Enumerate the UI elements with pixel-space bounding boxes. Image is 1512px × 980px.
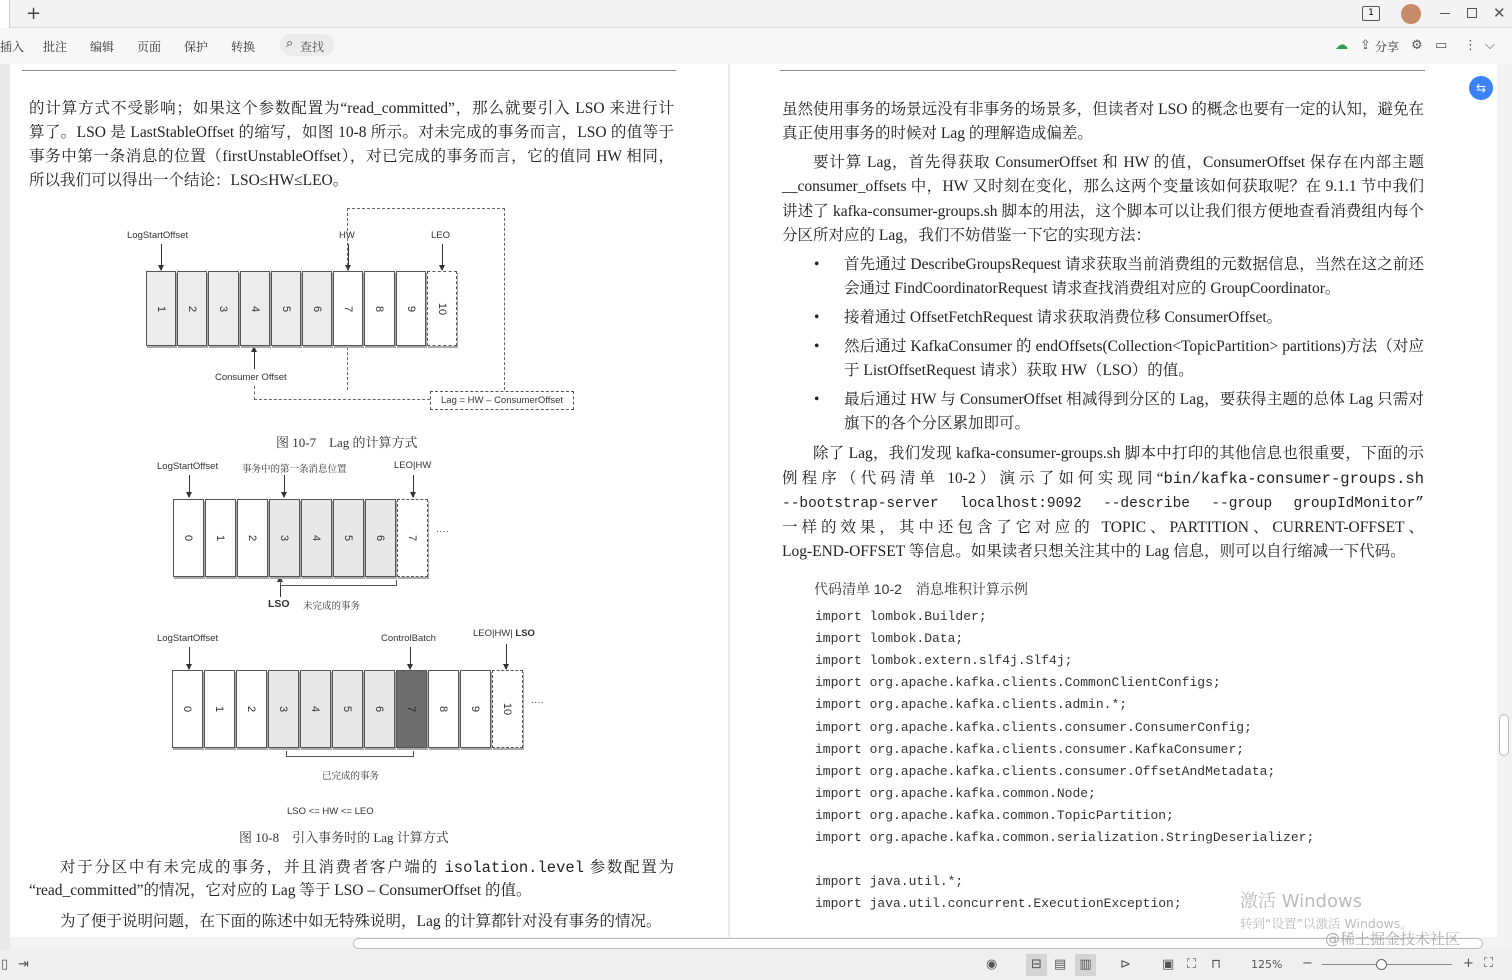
text-line: “read_committed”的情况，它对应的 Lag 等于 LSO – ConsumerOffset 的值。 [29,882,532,899]
code-line: import lombok.Builder; [815,609,987,624]
search-label: 查找 [300,40,325,54]
bullet-line: 旗下的各个分区累加即可。 [844,415,1031,432]
code-line: import org.apache.kafka.common.TopicPartition; [815,807,1174,823]
community-watermark: @稀土掘金技术社区 [1325,930,1461,948]
header-rule [780,70,1425,71]
single-page-icon[interactable]: ⊟ [1026,954,1047,976]
active-tab-edge[interactable] [0,0,10,28]
label-leo-hw: LEO|HW [394,460,432,471]
log-cell [301,499,332,577]
log-cell [396,271,426,346]
label-first-message: 事务中的第一条消息位置 [242,464,347,475]
close-icon[interactable]: ✕ [1493,4,1506,22]
cell-label: 5 [341,705,354,713]
menu-edit[interactable]: 编辑 [90,40,115,54]
ellipsis: ···· [436,526,449,537]
cell-label: 6 [311,305,324,312]
log-cell [333,499,364,577]
cell-label: 9 [404,305,417,312]
horizontal-scrollbar[interactable] [10,937,1497,950]
search-icon: ⌕ [286,36,294,51]
log-cell [364,670,395,748]
cell-label: 8 [437,705,450,713]
fit-page-icon[interactable]: ⛶ [1187,957,1197,972]
cell-label: 0 [181,705,194,713]
code-span: bin/kafka-consumer-groups.sh [1163,470,1424,488]
arrow-icon [189,475,190,497]
text-span: 参数配置为 [584,859,674,876]
bullet-line: 首先通过 DescribeGroupsRequest 请求获取当前消费组的元数据信息，当然在这之前还 [844,256,1424,273]
text-span: 例程序（代码清单 10-2）演示了如何实现同“ [782,470,1164,487]
log-cell [237,499,268,577]
text-line [782,469,1424,489]
label-lso: LSO [515,628,535,639]
menu-insert[interactable]: 插入 [0,40,25,54]
log-cell [428,670,459,748]
log-cell [177,271,207,346]
brace [286,751,414,757]
label-leo-hw-lso [473,628,535,639]
zoom-slider-thumb[interactable] [1376,959,1387,970]
fit-width-icon[interactable]: ▣ [1162,957,1175,972]
code-line: import java.util.*; [815,874,964,890]
log-cell [240,271,270,346]
cell-label: 7 [342,305,355,312]
text-line: Log-END-OFFSET 等信息。如果读者只想关注其中的 Lag 信息，则可以自行缩减一下代码。 [782,543,1406,560]
text-line: 要计算 Lag，首先得获取 ConsumerOffset 和 HW 的值，ConsumerOffset 保存在内部主题 [813,154,1424,171]
code-line: import lombok.extern.slf4j.Slf4j; [815,653,1073,669]
log-cell [460,670,491,748]
cell-label: 4 [309,705,322,713]
label-pending-transaction: 未完成的事务 [303,601,361,612]
scrollbar-thumb[interactable] [1499,714,1509,756]
label-relation: LSO <= HW <= LEO [287,806,374,817]
text-span: 对于分区中有未完成的事务，并且消费者客户端的 [60,859,445,876]
ellipsis: ···· [531,697,544,708]
new-tab-button[interactable]: + [26,3,42,24]
arrow-icon [254,347,255,369]
cell-label: 1 [214,534,227,542]
log-cell [146,271,176,346]
code-line: import org.apache.kafka.common.Node; [815,785,1096,801]
code-line: import lombok.Data; [815,631,964,647]
arrow-icon [161,244,162,270]
label-log-start-offset: LogStartOffset [127,230,189,241]
log-cell [427,271,457,346]
comment-icon[interactable]: ▭ [1435,38,1448,53]
chevron-down-icon[interactable]: ⌵ [1485,38,1495,53]
status-bar [0,950,1512,980]
text-line: 事务中第一条消息的位置（firstUnstableOffset），对已完成的事务而言，它的值同 HW 相同， [29,148,674,165]
cell-label: 5 [279,305,292,312]
eye-protect-icon[interactable]: ◉ [986,957,998,972]
log-cell [268,670,299,748]
text-line: 一样的效果，其中还包含了它对应的 TOPIC、PARTITION、CURRENT-OFFSET、 [782,519,1424,536]
text-line: 的计算方式不受影响；如果这个参数配置为“read_committed”，那么就要引入 LSO 来进行计 [29,100,674,117]
lag-formula-box: Lag = HW – ConsumerOffset [430,391,574,410]
bullet-line: 会通过 FindCoordinatorRequest 请求查找消费组对应的 GroupCoordinator。 [844,280,1341,297]
label-leo-hw: LEO|HW| [473,628,513,639]
bullet-line: 于 ListOffsetRequest 请求）获取 HW（LSO）的值。 [844,362,1194,379]
sidebar-toggle-icon[interactable]: ▯ [1,957,9,972]
cell-label: 7 [405,705,418,713]
code-line: import org.apache.kafka.clients.CommonClientConfigs; [815,675,1221,691]
brace [280,580,397,586]
code-line: import org.apache.kafka.clients.admin.*; [815,697,1128,713]
log-cell [173,499,204,577]
cell-label: 3 [217,305,230,312]
code-line: import java.util.concurrent.ExecutionException; [815,896,1182,912]
zoom-slider[interactable] [1322,964,1452,965]
arrow-icon [410,647,411,669]
text-line: 为了便于说明问题，在下面的陈述中如无特殊说明，Lag 的计算都针对没有事务的情况。 [60,913,662,930]
text-line: 所以我们可以得出一个结论：LSO≤HW≤LEO。 [29,172,349,189]
arrow-icon [413,475,414,497]
cell-label: 2 [186,305,199,312]
label-control-batch: ControlBatch [381,633,436,644]
bullet-icon: • [814,391,820,408]
left-page [10,64,728,937]
label-hw: HW [339,230,355,241]
text-line: 真正使用事务的时候对 Lag 的理解造成偏差。 [782,125,1093,142]
fullscreen-icon[interactable]: ⛶ [1484,956,1494,971]
scrollbar-thumb[interactable] [353,938,1483,949]
cell-label: 1 [155,305,168,312]
log-cell [172,670,203,748]
zoom-in-icon[interactable]: + [1463,956,1474,971]
bullet-line: 然后通过 KafkaConsumer 的 endOffsets(Collection<TopicPartition> partitions)方法（对应 [844,338,1424,355]
bullet-icon: • [814,338,820,355]
minimize-icon[interactable] [1440,13,1450,14]
arrow-icon [189,647,190,669]
cell-label: 2 [246,534,259,542]
label-log-start-offset: LogStartOffset [157,461,219,472]
code-line: --bootstrap-server localhost:9092 --describe --group groupIdMonitor” [782,496,1424,512]
activation-watermark-sub: 转到“设置”以激活 Windows。 [1240,916,1413,931]
text-line [60,858,674,878]
cell-label: 9 [469,705,482,713]
bullet-line: 最后通过 HW 与 ConsumerOffset 相减得到分区的 Lag，要获得主题的总体 Lag 只需对 [844,391,1424,408]
vertical-scrollbar[interactable] [1497,64,1512,950]
log-cell [302,271,332,346]
listing-title: 代码清单 10-2 消息堆积计算示例 [814,581,1028,597]
menu-annotate[interactable]: 批注 [43,40,68,54]
label-completed-transaction: 已完成的事务 [322,771,380,782]
cell-label: 3 [278,534,291,542]
two-page-icon[interactable]: ▥ [1075,954,1096,976]
cell-label: 4 [310,534,323,542]
right-page [730,64,1497,937]
log-cell [332,670,363,748]
cell-label: 10 [435,302,448,315]
label-log-start-offset: LogStartOffset [157,633,219,644]
cell-label: 6 [374,534,387,542]
menu-page[interactable]: 页面 [137,40,162,54]
bullet-icon: • [814,256,820,273]
arrow-icon [284,475,285,497]
menu-convert[interactable]: 转换 [231,40,256,54]
label-leo: LEO [431,230,451,241]
code-line: import org.apache.kafka.clients.consumer.ConsumerConfig; [815,719,1252,735]
log-cell [396,670,427,748]
cell-label: 6 [373,705,386,713]
cell-label: 2 [245,705,258,713]
next-page-icon[interactable]: ⇥ [18,957,29,972]
text-line: 讲述了 kafka-consumer-groups.sh 脚本的用法，这个脚本可以让我们很方便地查看消费组内每个 [782,203,1424,220]
label-lso: LSO [268,598,290,610]
continuous-page-icon[interactable]: ▤ [1054,957,1067,972]
share-button[interactable]: 分享 [1375,40,1400,54]
restore-icon[interactable] [1467,8,1477,18]
log-cell [271,271,301,346]
cell-label: 10 [501,702,514,716]
log-cell [365,499,396,577]
log-cell [364,271,394,346]
log-cell [205,499,236,577]
cell-label: 5 [342,534,355,542]
cell-label: 4 [248,305,261,312]
figure-caption: 图 10-7 Lag 的计算方式 [276,435,418,450]
cell-label: 1 [213,705,226,713]
zoom-select[interactable]: 125% [1251,958,1283,971]
text-line: 除了 Lag，我们发现 kafka-consumer-groups.sh 脚本中打印的其他信息也很重要，下面的示 [813,445,1424,462]
cell-label: 8 [373,305,386,312]
more-icon[interactable]: ⋮ [1464,38,1477,53]
figure-caption: 图 10-8 引入事务时的 Lag 计算方式 [239,830,449,845]
header-rule [22,70,676,71]
text-line: 算了。LSO 是 LastStableOffset 的缩写，如图 10-8 所示。对未完成的事务而言，LSO 的值等于 [29,124,674,141]
code-line: import org.apache.kafka.clients.consumer.OffsetAndMetadata; [815,763,1276,779]
tab-bar [0,0,1512,28]
code-line: import org.apache.kafka.clients.consumer.KafkaConsumer; [815,741,1245,757]
page-count-icon[interactable]: 1 [1362,6,1380,21]
code-span: isolation.level [444,859,584,877]
cell-label: 0 [182,534,195,542]
text-line: __consumer_offsets 中，HW 又时刻在变化，那么这两个变量该如何获取呢？在 9.1.1 节中我们 [782,178,1424,195]
log-cell [204,670,235,748]
log-cell [333,271,363,346]
avatar[interactable] [1401,4,1421,24]
menu-protect[interactable]: 保护 [184,40,209,54]
code-line: import org.apache.kafka.common.serialization.StringDeserializer; [815,830,1315,845]
settings-icon[interactable]: ⚙ [1411,38,1423,53]
log-cell [269,499,300,577]
cloud-sync-icon[interactable]: ☁ [1335,38,1348,53]
cell-label: 7 [406,534,419,542]
translate-float-icon[interactable]: ⇆ [1469,76,1493,100]
log-cell [208,271,238,346]
toolbar [0,28,1512,64]
log-cell [492,670,523,748]
activation-watermark: 激活 Windows [1240,891,1363,912]
share-icon[interactable]: ⇪ [1360,38,1371,53]
cell-label: 3 [277,705,290,713]
log-cell [397,499,428,577]
play-icon[interactable]: ⊳ [1120,957,1131,972]
bookmark-icon[interactable]: ⊓ [1211,957,1222,972]
zoom-out-icon[interactable]: − [1302,956,1313,971]
text-line: 虽然使用事务的场景远没有非事务的场景多，但读者对 LSO 的概念也要有一定的认知，避免在 [782,101,1424,118]
arrow-icon [506,644,507,669]
text-line: 分区所对应的 Lag，我们不妨借鉴一下它的实现方法： [782,227,1151,244]
label-consumer-offset: Consumer Offset [215,372,287,383]
bullet-line: 接着通过 OffsetFetchRequest 请求获取消费位移 ConsumerOffset。 [844,309,1283,326]
search-button[interactable] [280,34,334,56]
log-cell [236,670,267,748]
bullet-icon: • [814,309,820,326]
log-cell [300,670,331,748]
